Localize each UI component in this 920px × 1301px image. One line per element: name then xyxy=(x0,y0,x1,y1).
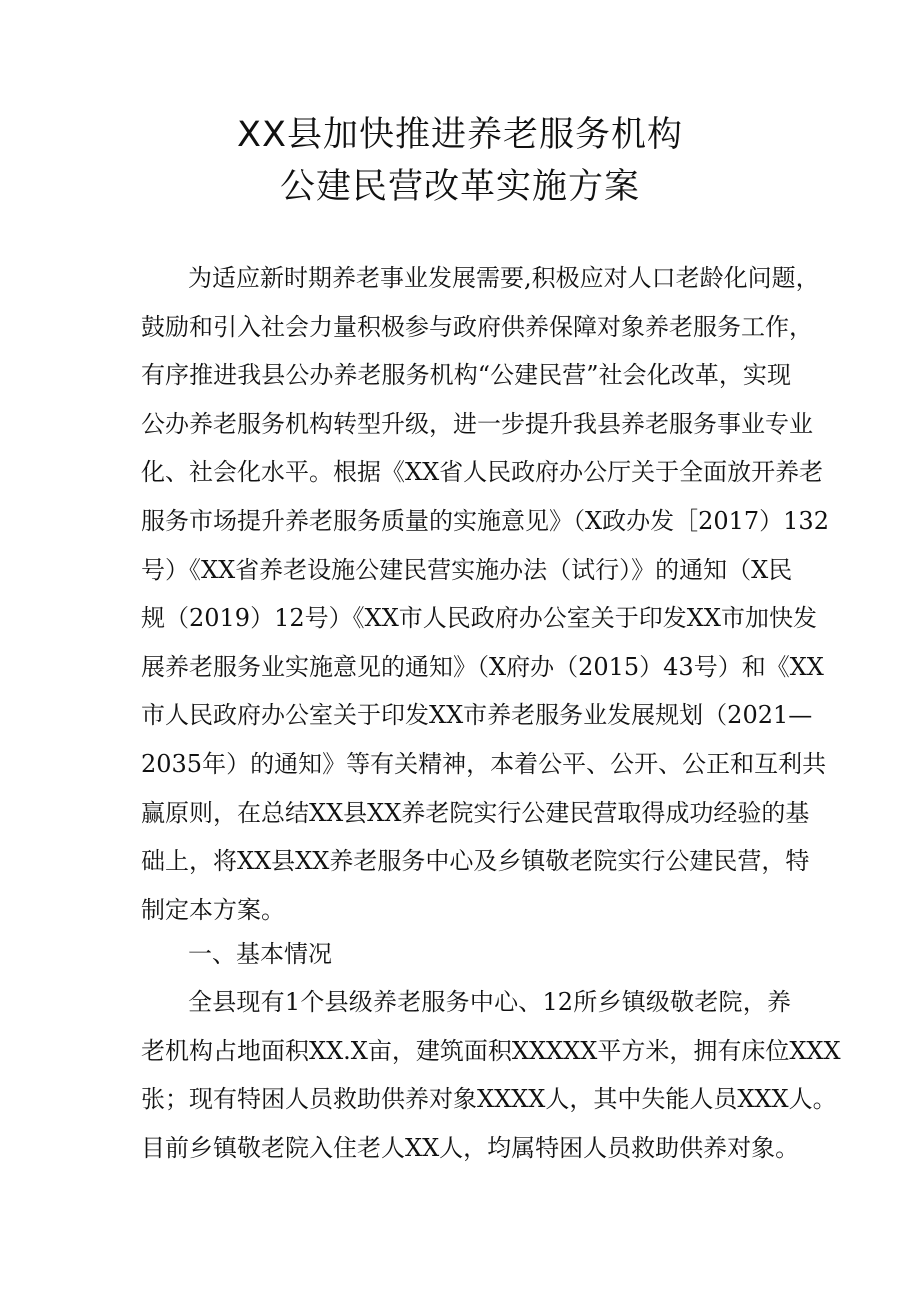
paragraph-line: 号）《XX省养老设施公建民营实施办法（试行）》的通知（X民 xyxy=(141,555,793,584)
paragraph-line: 服务市场提升养老服务质量的实施意见》（X政办发［2017）132 xyxy=(141,506,829,535)
paragraph-line: 公办养老服务机构转型升级，进一步提升我县养老服务事业专业 xyxy=(141,409,813,438)
paragraph-line: 鼓励和引入社会力量积极参与政府供养保障对象养老服务工作， xyxy=(141,312,813,341)
paragraph-line: 2035年）的通知》等有关精神，本着公平、公开、公正和互利共 xyxy=(141,749,827,778)
paragraph-line: 规（2019）12号）《XX市人民政府办公室关于印发XX市加快发 xyxy=(141,604,817,633)
paragraph-line: 目前乡镇敬老院入住老人XX人，均属特困人员救助供养对象。 xyxy=(141,1133,800,1162)
paragraph-line: 赢原则，在总结XX县XX养老院实行公建民营取得成功经验的基 xyxy=(141,798,810,827)
paragraph-line: 全县现有1个县级养老服务中心、12所乡镇级敬老院，养 xyxy=(188,988,791,1016)
section-heading-basic-info: 一、基本情况 xyxy=(188,940,332,968)
paragraph-line: 张；现有特困人员救助供养对象XXXX人，其中失能人员XXX人。 xyxy=(141,1085,837,1114)
paragraph-line: 化、社会化水平。根据《XX省人民政府办公厅关于全面放开养老 xyxy=(141,458,824,487)
paragraph-intro xyxy=(141,254,829,934)
document-title-line-1: XX县加快推进养老服务机构 xyxy=(237,115,683,155)
paragraph-basic-info xyxy=(141,978,841,1172)
paragraph-line: 有序推进我县公办养老服务机构“公建民营”社会化改革，实现 xyxy=(141,361,791,390)
paragraph-line: 市人民政府办公室关于印发XX市养老服务业发展规划（2021— xyxy=(141,701,813,730)
document-title-line-2: 公建民营改革实施方案 xyxy=(279,167,640,207)
paragraph-line: 展养老服务业实施意见的通知》（X府办（2015）43号）和《XX xyxy=(141,652,824,681)
paragraph-line: 老机构占地面积XX.X亩，建筑面积XXXXX平方米，拥有床位XXX xyxy=(141,1036,841,1065)
paragraph-line: 制定本方案。 xyxy=(141,895,285,924)
paragraph-line: 础上，将XX县XX养老服务中心及乡镇敬老院实行公建民营，特 xyxy=(141,847,810,876)
paragraph-line: 为适应新时期养老事业发展需要,积极应对人口老龄化问题， xyxy=(188,264,820,292)
